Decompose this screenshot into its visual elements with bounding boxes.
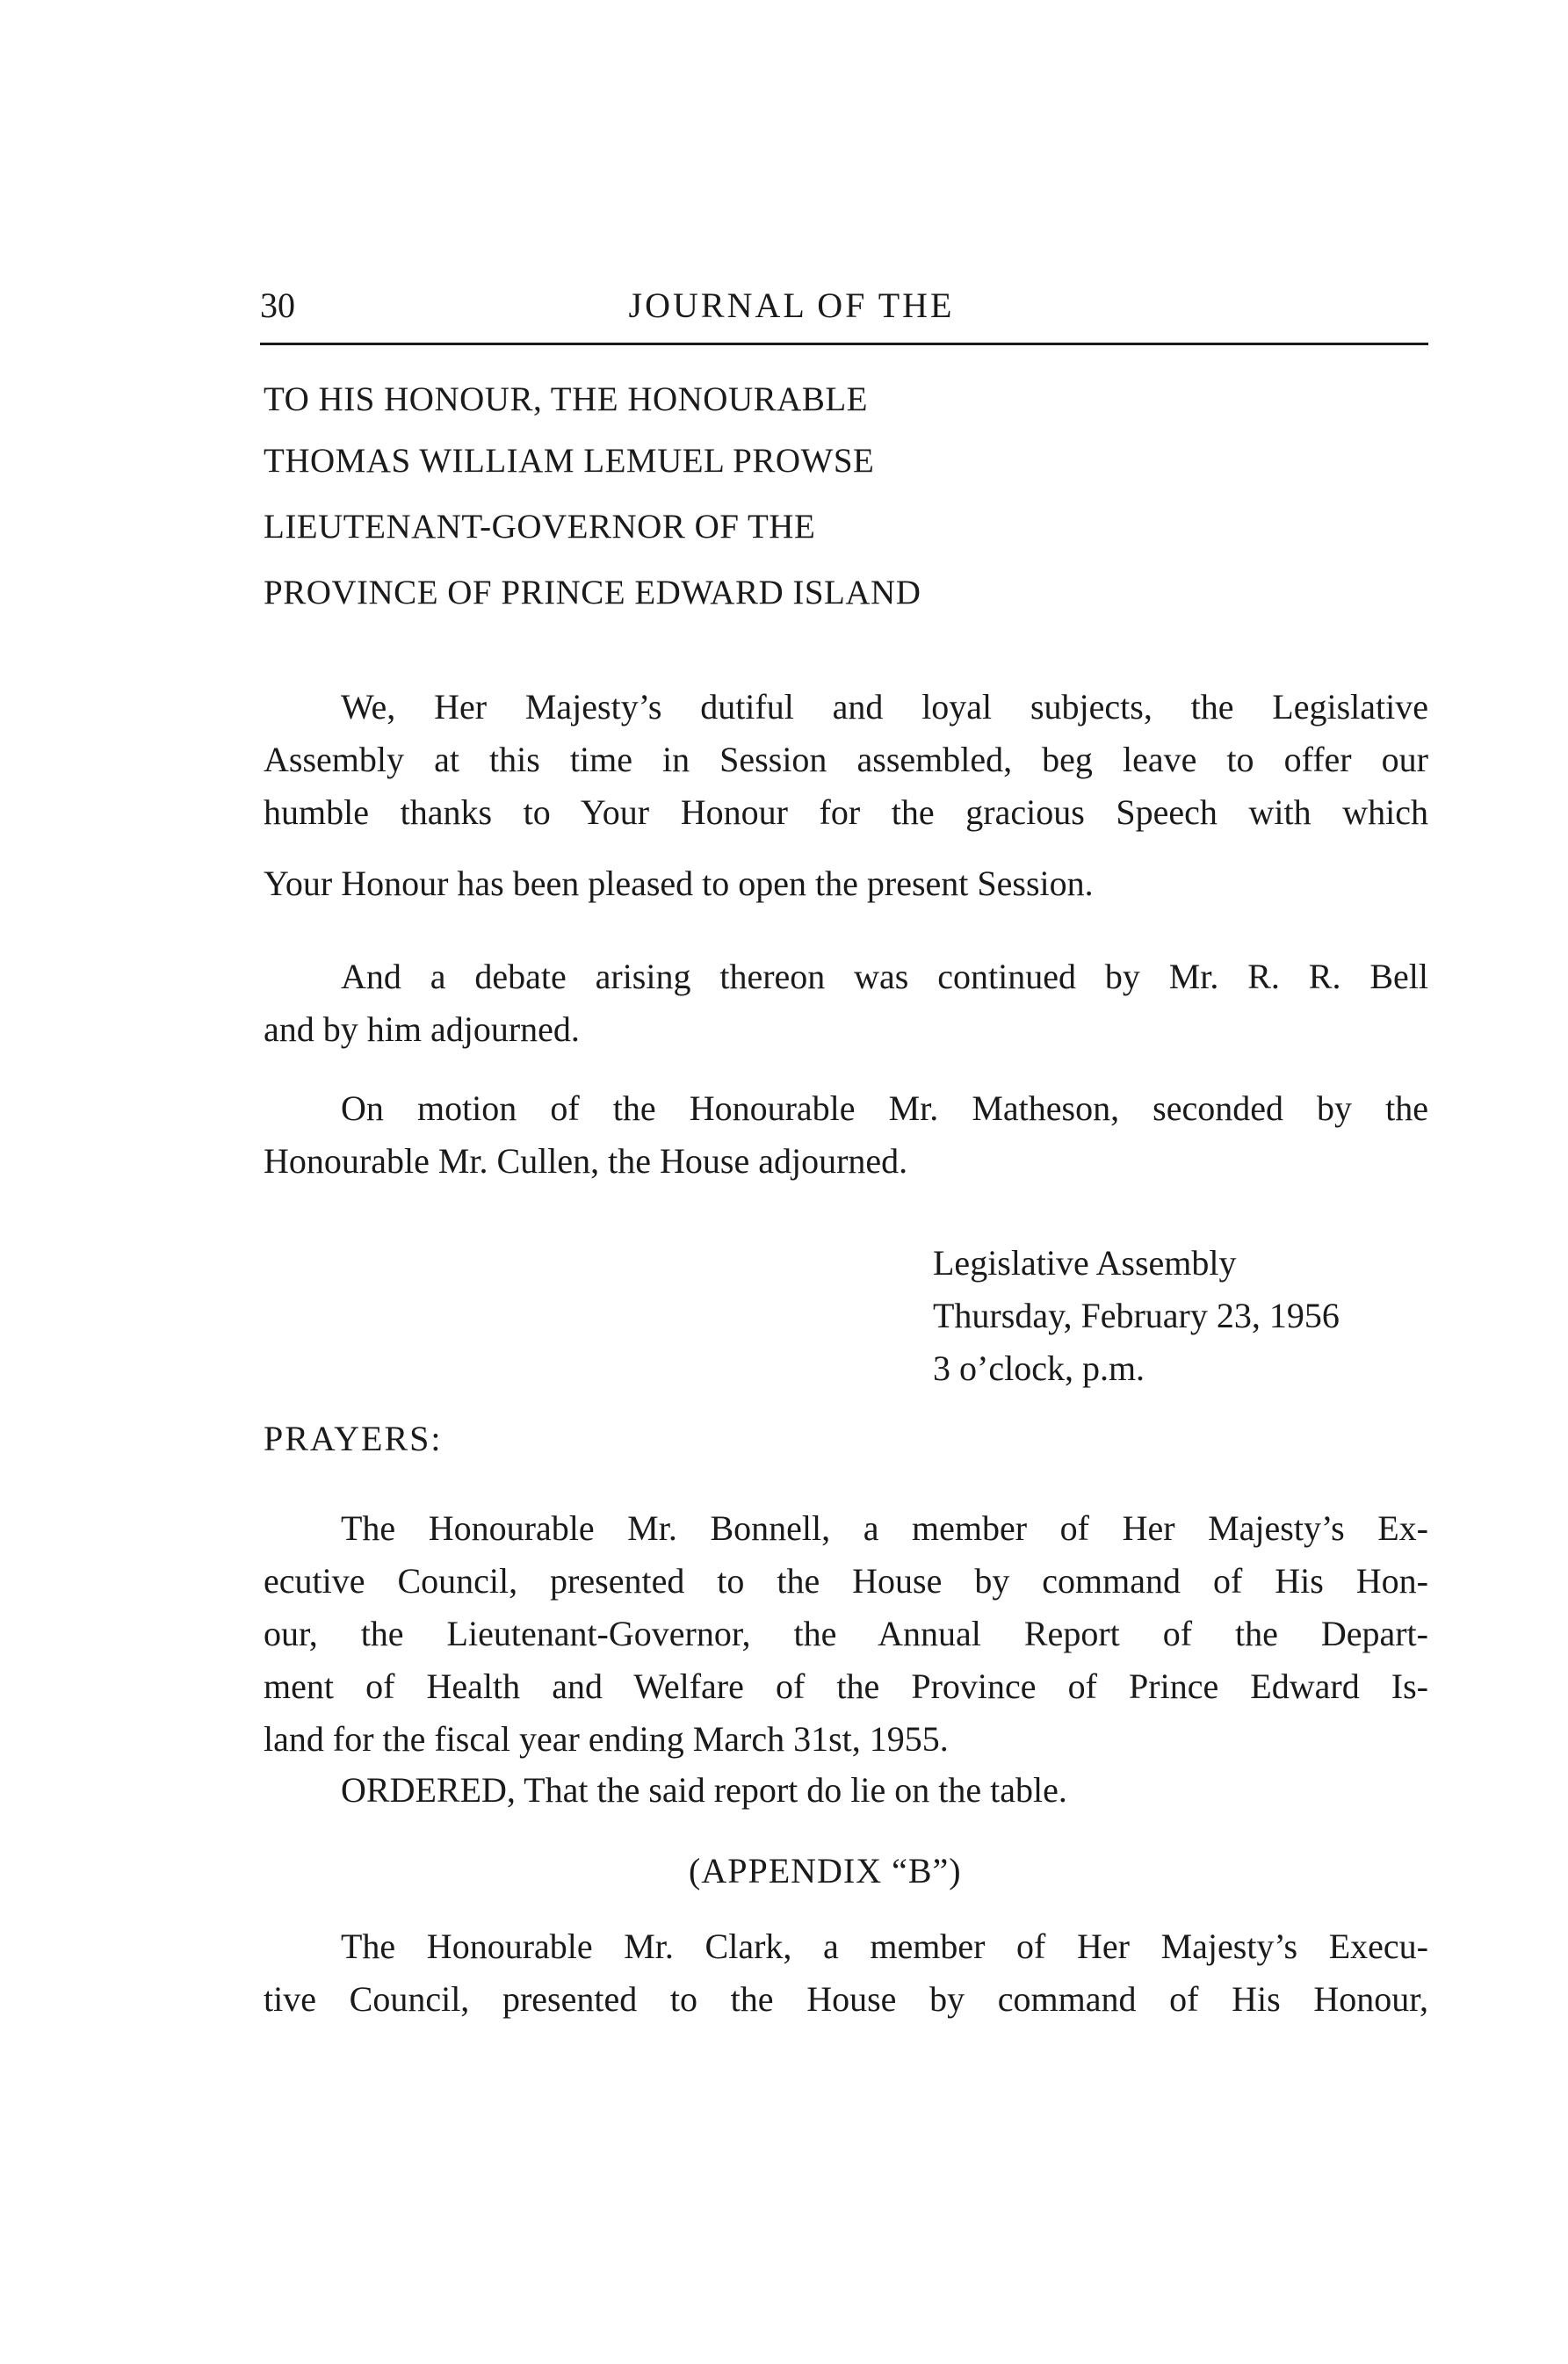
page-number: 30 (260, 286, 295, 325)
adjournment-paragraph (264, 1082, 1428, 1188)
reply-line-1: We, Her Majesty’s dutiful and loyal subjects, the Legislative (341, 687, 1428, 727)
debate-line-1: And a debate arising thereon was continued by Mr. R. R. Bell (341, 957, 1428, 996)
clark-report-paragraph (264, 1920, 1428, 2026)
bonnell-line-4: ment of Health and Welfare of the Province of Prince Edward Is- (264, 1666, 1428, 1706)
prayers-heading: PRAYERS: (264, 1419, 443, 1458)
dateline-time: 3 o’clock, p.m. (933, 1348, 1145, 1388)
clark-line-2: tive Council, presented to the House by command of His Honour, (264, 1979, 1428, 2019)
reply-line-3: humble thanks to Your Honour for the gracious Speech with which (264, 792, 1428, 832)
journal-title: JOURNAL OF THE (628, 286, 955, 325)
clark-line-1: The Honourable Mr. Clark, a member of Her Majesty’s Execu- (341, 1927, 1428, 1966)
bonnell-line-1: The Honourable Mr. Bonnell, a member of Her Majesty’s Ex- (341, 1508, 1428, 1548)
running-head (260, 279, 1428, 345)
debate-line-2: and by him adjourned. (264, 1009, 580, 1049)
address-line-2: THOMAS WILLIAM LEMUEL PROWSE (264, 442, 875, 480)
dateline-place: Legislative Assembly (933, 1243, 1237, 1283)
reply-line-4: Your Honour has been pleased to open the present Session. (264, 864, 1094, 903)
address-line-1: TO HIS HONOUR, THE HONOURABLE (264, 380, 868, 418)
address-line-3: LIEUTENANT-GOVERNOR OF THE (264, 508, 816, 546)
debate-paragraph (264, 951, 1428, 1056)
address-line-4: PROVINCE OF PRINCE EDWARD ISLAND (264, 574, 921, 611)
adjournment-line-2: Honourable Mr. Cullen, the House adjourned. (264, 1141, 908, 1181)
reply-line-2: Assembly at this time in Session assembled, beg leave to offer our (264, 740, 1428, 779)
bonnell-report-paragraph (264, 1502, 1428, 1766)
bonnell-line-5: land for the fiscal year ending March 31st, 1955. (264, 1719, 949, 1759)
appendix-heading: (APPENDIX “B”) (689, 1851, 962, 1890)
bonnell-line-3: our, the Lieutenant-Governor, the Annual Report of the Depart- (264, 1614, 1428, 1653)
bonnell-line-2: ecutive Council, presented to the House by command of His Hon- (264, 1561, 1428, 1601)
sitting-dateline (933, 1237, 1340, 1395)
reply-paragraph (264, 681, 1428, 839)
dateline-date: Thursday, February 23, 1956 (933, 1296, 1340, 1335)
adjournment-line-1: On motion of the Honourable Mr. Matheson, seconded by the (341, 1088, 1428, 1128)
ordered-line: ORDERED, That the said report do lie on the table. (341, 1770, 1067, 1810)
